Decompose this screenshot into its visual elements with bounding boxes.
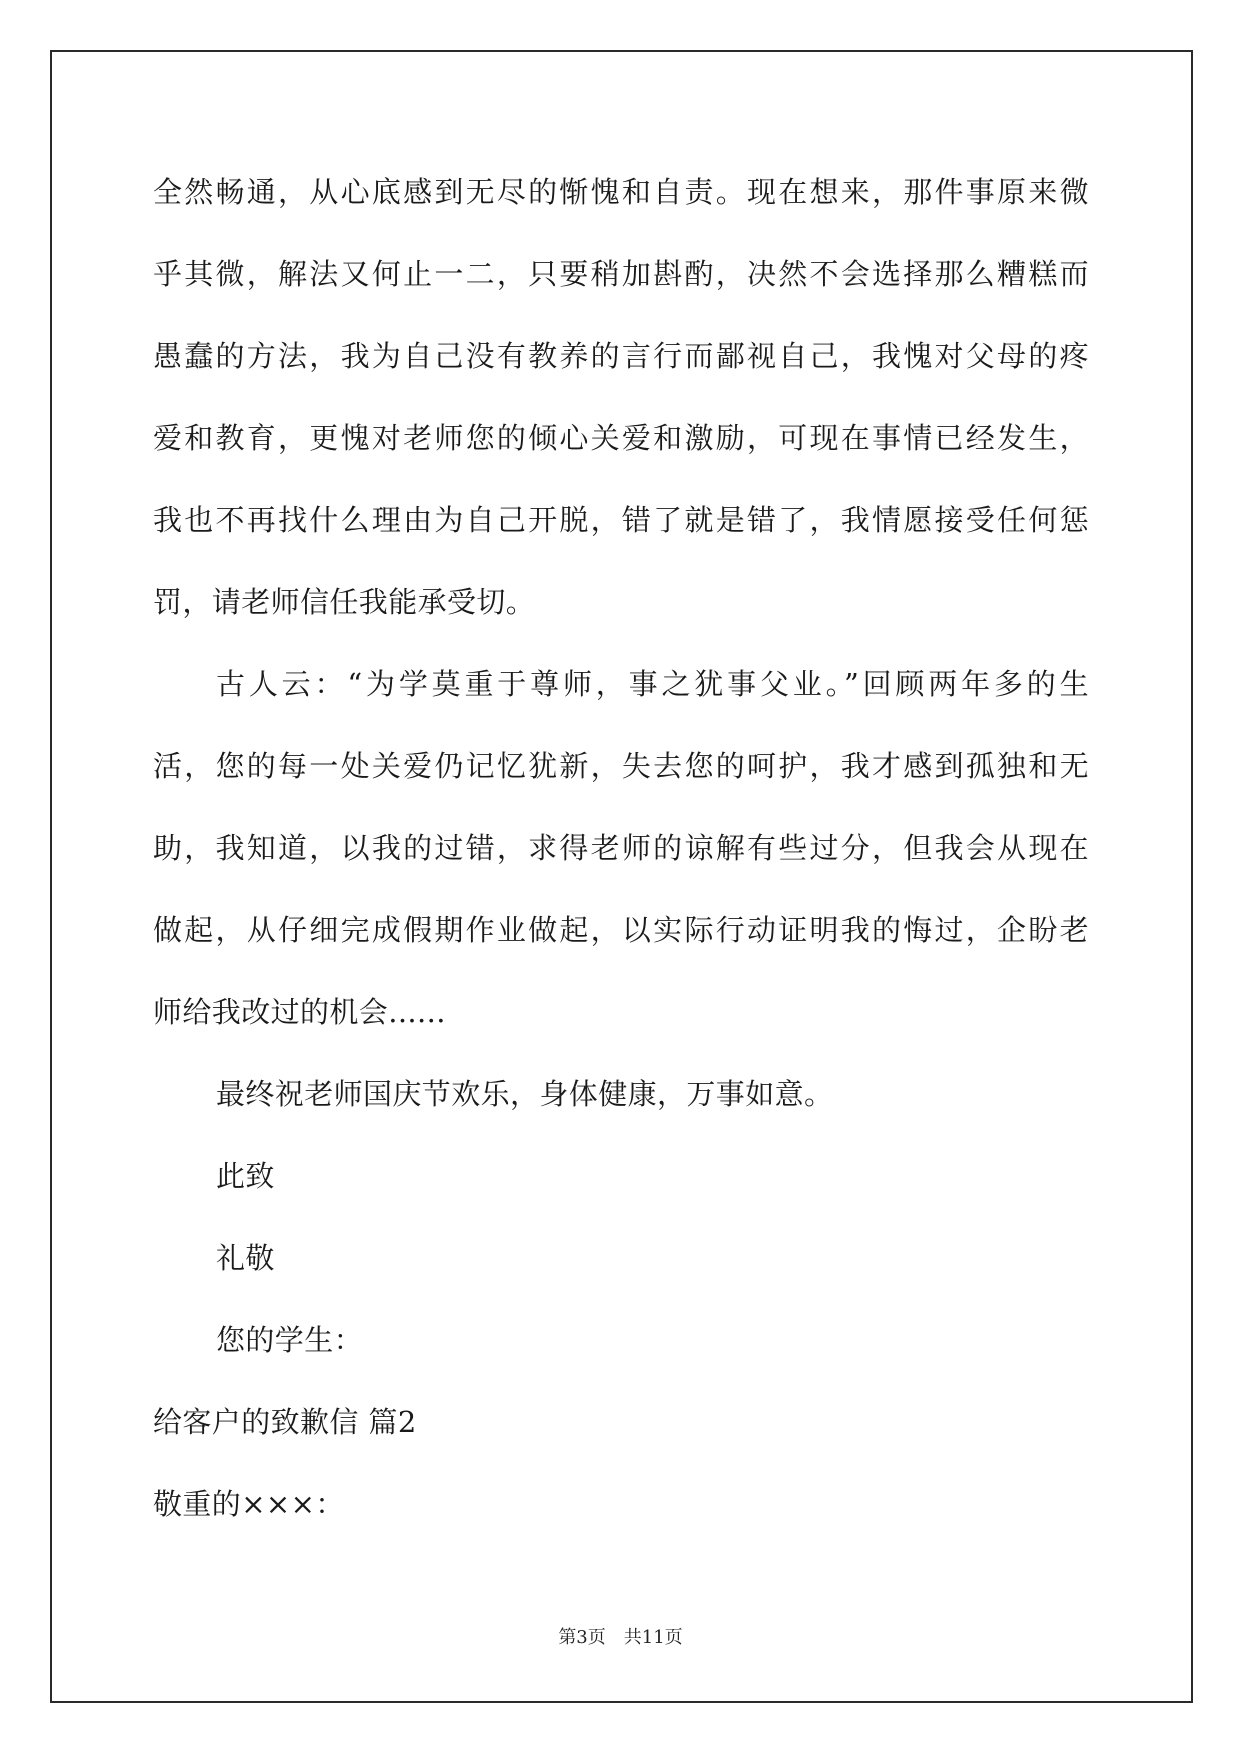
body-line: 愚蠢的方法，我为自己没有教养的言行而鄙视自己，我愧对父母的疼	[153, 339, 1089, 373]
body-line: 爱和教育，更愧对老师您的倾心关爱和激励，可现在事情已经发生，	[153, 421, 1089, 455]
signature-line: 您的学生：	[216, 1323, 364, 1357]
section-heading: 给客户的致歉信 篇2	[153, 1405, 417, 1439]
closing-wish: 最终祝老师国庆节欢乐，身体健康，万事如意。	[216, 1077, 834, 1111]
paragraph-start-line: 古人云：“为学莫重于尊师，事之犹事父业。”回顾两年多的生	[216, 667, 1089, 701]
body-line: 我也不再找什么理由为自己开脱，错了就是错了，我情愿接受任何惩	[153, 503, 1089, 537]
page-total: 共11页	[623, 1627, 683, 1648]
body-line: 乎其微，解法又何止一二，只要稍加斟酌，决然不会选择那么糟糕而	[153, 257, 1089, 291]
body-line: 罚，请老师信任我能承受切。	[153, 585, 536, 619]
page-number: 第3页	[558, 1627, 606, 1648]
salutation-li-jing: 礼敬	[216, 1241, 275, 1275]
page-footer	[0, 1626, 1241, 1650]
body-line: 师给我改过的机会......	[153, 995, 446, 1029]
letter-greeting: 敬重的×××：	[153, 1487, 345, 1521]
body-line: 助，我知道，以我的过错，求得老师的谅解有些过分，但我会从现在	[153, 831, 1089, 865]
body-line: 活，您的每一处关爱仍记忆犹新，失去您的呵护，我才感到孤独和无	[153, 749, 1089, 783]
body-line: 全然畅通，从心底感到无尽的惭愧和自责。现在想来，那件事原来微	[153, 175, 1089, 209]
salutation-ci-zhi: 此致	[216, 1159, 275, 1193]
body-line: 做起，从仔细完成假期作业做起，以实际行动证明我的悔过，企盼老	[153, 913, 1089, 947]
document-body	[153, 158, 1089, 1552]
